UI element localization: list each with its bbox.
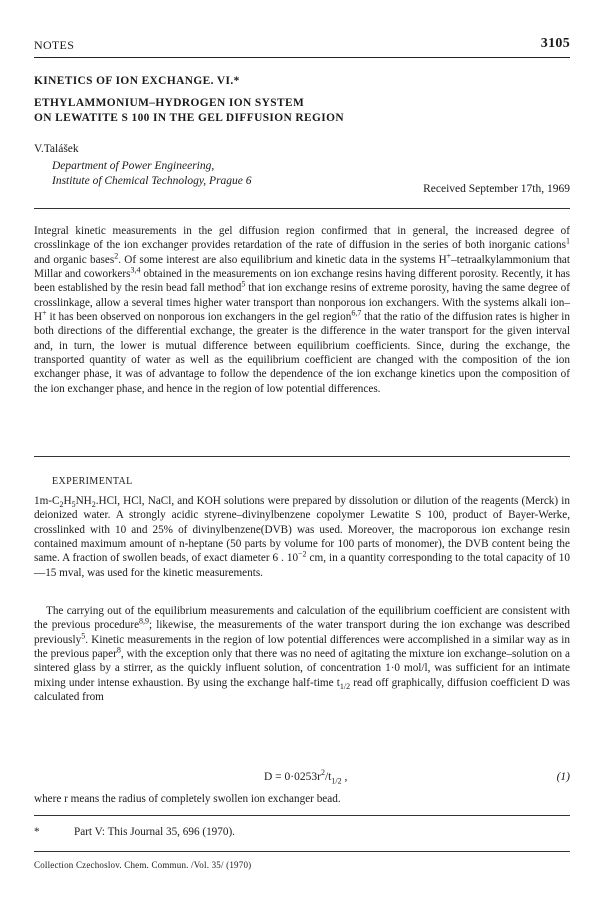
footnote bbox=[34, 826, 235, 838]
affiliation bbox=[52, 159, 252, 189]
journal-citation: Collection Czechoslov. Chem. Commun. /Vol. 35/ (1970) bbox=[34, 860, 252, 870]
author-name: V.Talášek bbox=[34, 143, 79, 155]
header-rule bbox=[34, 57, 570, 58]
article-title-line-1: KINETICS OF ION EXCHANGE. VI.* bbox=[34, 75, 240, 87]
abstract-paragraph: Integral kinetic measurements in the gel diffusion region confirmed that in general, the increased degree of crosslinkage of the ion exchanger provides retardation of the rate of diffusion in the series of both inorganic cations$^1$ and organic bases$^2$. Of some interest are also equilibrium and kinetic data in the systems H+–tetraalkylammonium that Millar and coworkers$^{3,4}$ obtained in the measurements on ion exchange resins having different porosity. Recently, it has been established by the resin bead fall method$^5$ that ion exchange resins of extreme porosity, having the same degree of crosslinkage, allow a several times higher water transport than nonporous ion exchangers. With the systems alkali ion–H+ it has been observed on nonporous ion exchangers in the gel region$^{6,7}$ that the ratio of the diffusion rates is higher in both directions of the differential exchange, the greater is the difference in the water transport for the given interval and, in turn, the lower is mutual difference between equilibrium coefficients. Since, during the exchange, the transported quantity of water as well as the equilibrium coefficient are changed with the composition of the ion exchanger phase, it was of advantage to follow the dependence of the ion exchange kinetics upon the composition of the ion exchanger phase, and hence in the region of low potential differences. bbox=[34, 225, 570, 395]
affiliation-line-2: Institute of Chemical Technology, Prague 6 bbox=[52, 175, 252, 187]
article-title-line-3: ON LEWATITE S 100 IN THE GEL DIFFUSION REGION bbox=[34, 112, 345, 124]
experimental-paragraph-1: $1m-C_2H_5NH_2.HCl$, HCl, NaCl, and KOH solutions were prepared by dissolution or dilution of the reagents (Merck) in deionized water. A strongly acidic styrene–divinylbenzene copolymer Lewatite S 100, product of Bayer-Werke, crosslinked with 10 and 25% of divinylbenzene(DVB) was used. Moreover, the macroporous ion exchange resin contained maximum amount of n-heptane (50 parts by volume for 100 parts of monomer), the DVB content being the same. A fraction of swollen beads, of exact diameter 6 . $10^{-2}$ cm, in a quantity corresponding to the total capacity of 10—15 mval, was used for the kinetic measurements. bbox=[34, 495, 570, 579]
article-title-line-2: ETHYLAMMONIUM–HYDROGEN ION SYSTEM bbox=[34, 97, 305, 109]
received-date: Received September 17th, 1969 bbox=[423, 183, 570, 195]
page-number: 3105 bbox=[540, 36, 570, 51]
footnote-text: Part V: This Journal 35, 696 (1970). bbox=[74, 826, 235, 838]
section-heading-experimental: EXPERIMENTAL bbox=[52, 476, 133, 487]
abstract-top-rule bbox=[34, 208, 570, 209]
affiliation-line-1: Department of Power Engineering, bbox=[52, 160, 215, 172]
equation-body: $D = 0\cdot 0253r^2/t_{1/2}$ , bbox=[264, 768, 348, 786]
footnote-rule bbox=[34, 815, 570, 816]
equation-explanation: where r means the radius of completely swollen ion exchanger bead. bbox=[34, 793, 341, 805]
footnote-marker: * bbox=[34, 826, 40, 838]
experimental-paragraph-2: The carrying out of the equilibrium measurements and calculation of the equilibrium coefficient are consistent with the previous procedure$^{8,9}$; likewise, the measurements of the water transport during the ion exchange was described previously$^5$. Kinetic measurements in the region of low potential differences were accomplished in a similar way as in the previous paper$^8$, with the exception only that there was no need of agitating the mixture ion exchange–solution on a sintered glass by a stirrer, as the quickly influent solution, of concentration 1·0 mol/l, was sufficient for an intimate mixing under intense exhaustion. By using the exchange half-time $t_{1/2}$ read off graphically, diffusion coefficient D was calculated from bbox=[34, 605, 570, 704]
equation-1 bbox=[34, 768, 570, 787]
equation-number: (1) bbox=[556, 771, 570, 783]
journal-rule bbox=[34, 851, 570, 852]
section-label: NOTES bbox=[34, 38, 75, 52]
abstract-bottom-rule bbox=[34, 456, 570, 457]
